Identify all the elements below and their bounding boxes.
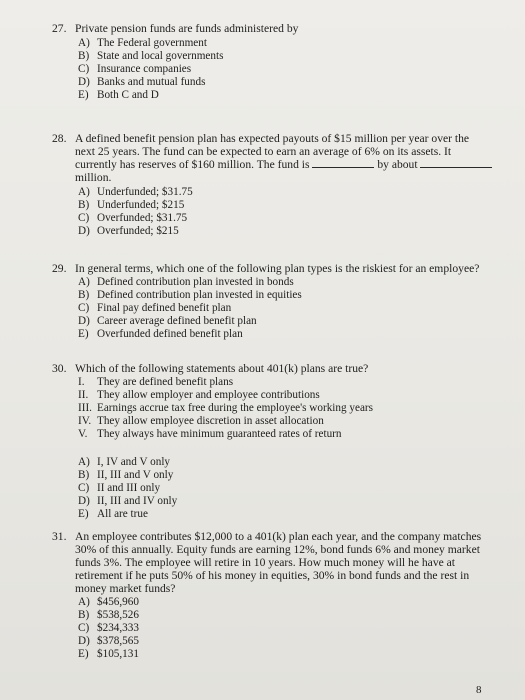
question-number: 27. [52, 22, 67, 35]
option-b: B) State and local governments [78, 50, 224, 62]
option-e: E) Both C and D [78, 89, 159, 101]
question-text-line: funds 3%. The employee will retire in 10 years. How much money will he have at [75, 556, 456, 569]
question-text-line: currently has reserves of $160 million. The fund is by about [75, 158, 492, 171]
question-number: 31. [52, 530, 67, 543]
question-text: In general terms, which one of the following plan types is the riskiest for an employee? [75, 262, 480, 275]
question-text-line: retirement if he puts 50% of his money in equities, 30% in bond funds and the rest in [75, 569, 470, 582]
option-b: B) II, III and V only [78, 469, 174, 481]
question-text-line: money market funds? [75, 582, 176, 595]
option-d: D) Banks and mutual funds [78, 76, 206, 88]
answer-blank [420, 167, 492, 168]
statement-i: I. They are defined benefit plans [78, 376, 234, 388]
option-b: B) Defined contribution plan invested in equities [78, 289, 302, 301]
question-text-line: next 25 years. The fund can be expected to earn an average of 6% on its assets. It [75, 145, 452, 158]
statement-iii: III. Earnings accrue tax free during the employee's working years [78, 402, 374, 414]
statement-iv: IV. They allow employee discretion in asset allocation [78, 415, 324, 427]
option-c: C) II and III only [78, 482, 161, 494]
option-d: D) $378,565 [78, 635, 139, 647]
question-text-line: 30% of this annually. Equity funds are earning 12%, bond funds 6% and money market [75, 543, 480, 556]
question-text-line: A defined benefit pension plan has expected payouts of $15 million per year over the [75, 132, 470, 145]
option-e: E) All are true [78, 508, 148, 520]
option-c: C) Final pay defined benefit plan [78, 302, 232, 314]
page-number: 8 [476, 684, 482, 696]
option-a: A) The Federal government [78, 37, 207, 49]
question-number: 28. [52, 132, 67, 145]
question-number: 29. [52, 262, 67, 275]
question-text-line: An employee contributes $12,000 to a 401(k) plan each year, and the company matches [75, 530, 482, 543]
option-a: A) $456,960 [78, 596, 139, 608]
option-a: A) I, IV and V only [78, 456, 171, 468]
option-c: C) Overfunded; $31.75 [78, 212, 188, 224]
question-text: Private pension funds are funds administered by [75, 22, 299, 35]
option-c: C) Insurance companies [78, 63, 192, 75]
question-number: 30. [52, 362, 67, 375]
statement-ii: II. They allow employer and employee contributions [78, 389, 320, 401]
option-b: B) $538,526 [78, 609, 139, 621]
option-b: B) Underfunded; $215 [78, 199, 185, 211]
statement-v: V. They always have minimum guaranteed rates of return [78, 428, 342, 440]
option-d: D) Overfunded; $215 [78, 225, 179, 237]
option-e: E) Overfunded defined benefit plan [78, 328, 243, 340]
option-a: A) Defined contribution plan invested in bonds [78, 276, 294, 288]
question-text-line: million. [75, 171, 112, 184]
option-d: D) Career average defined benefit plan [78, 315, 257, 327]
option-c: C) $234,333 [78, 622, 139, 634]
option-e: E) $105,131 [78, 648, 139, 660]
option-d: D) II, III and IV only [78, 495, 178, 507]
question-text: Which of the following statements about 401(k) plans are true? [75, 362, 369, 375]
answer-blank [312, 167, 374, 168]
option-a: A) Underfunded; $31.75 [78, 186, 193, 198]
